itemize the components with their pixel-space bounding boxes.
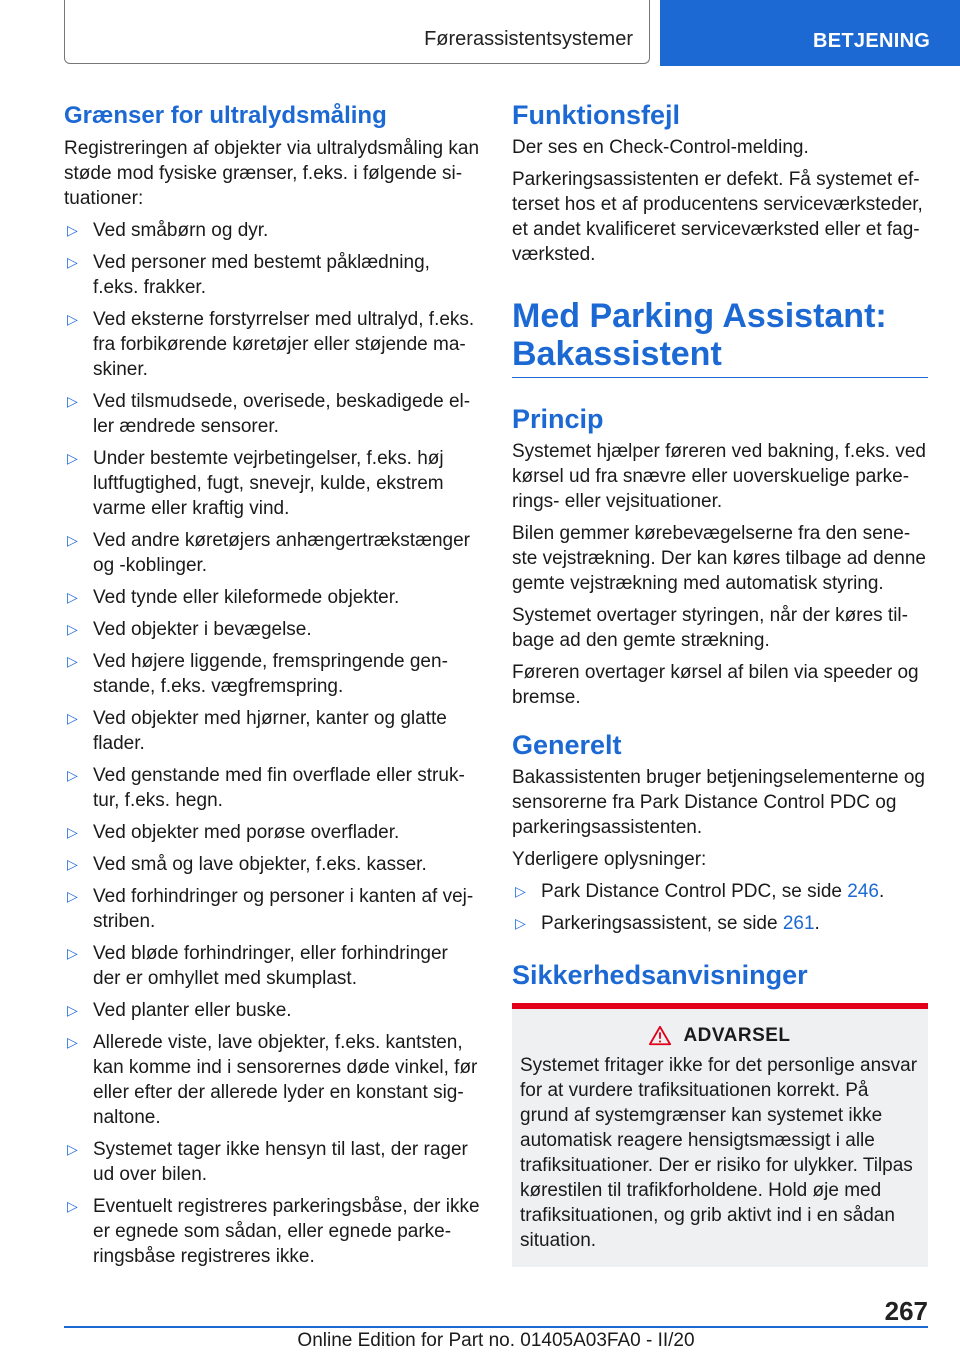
list-item [64,307,480,382]
list-item-text: Ved bløde forhindringer, eller forhindringer der er omhyllet med skumplast. [93,943,448,989]
footer-edition: Online Edition for Part no. 01405A03FA0 - II/20 [297,1330,695,1351]
list-item [64,250,480,300]
triangle-right-icon: ▷ [67,888,78,904]
fault-paragraph-2: Parkeringsassistenten er defekt. Få systemet efterset hos et af producentens serviceværksteder, et andet kvalificeret serviceværksted eller et fagværksted. [512,169,923,265]
list-item [64,585,480,610]
safety-heading: Sikkerhedsanvisninger [512,960,808,990]
limits-heading: Grænser for ultralydsmåling [64,102,387,129]
footer-divider [64,1326,928,1328]
list-item-text: Ved objekter med porøse overflader. [93,822,400,843]
triangle-right-icon: ▷ [67,311,78,327]
list-item-text: Ved personer med bestemt påklædning, f.eks. frakker. [93,252,430,298]
warning-label: ADVARSEL [683,1025,791,1046]
list-item [64,1194,480,1269]
triangle-right-icon: ▷ [67,254,78,270]
limits-intro: Registreringen af objekter via ultralydsmåling kan støde mod fysiske grænser, f.eks. i følgende situationer: [64,138,480,209]
list-item-text: Eventuelt registreres parkeringsbåse, der ikke er egnede som sådan, eller egnede parkeringsbåse registreres ikke. [93,1196,480,1267]
general-paragraph-2: Yderligere oplysninger: [512,849,707,870]
header-title-box [64,0,650,64]
general-heading: Generelt [512,730,622,760]
list-item [64,649,480,699]
page-header [0,0,960,66]
list-item-text: Ved objekter i bevægelse. [93,619,312,640]
list-item [64,389,480,439]
warning-box [512,1003,928,1267]
list-item-text: Under bestemte vejrbetingelser, f.eks. høj luftfugtighed, fugt, snevejr, kulde, ekstrem varme eller kraftig vind. [93,448,444,519]
principle-heading: Princip [512,404,604,434]
list-item-text: Ved tilsmudsede, overisede, beskadigede eller ændrede sensorer. [93,391,471,437]
limits-list [64,218,480,1269]
triangle-right-icon: ▷ [67,824,78,840]
list-item: ▷ Parkeringsassistent, se side 261. [515,913,820,934]
list-item [64,1030,480,1130]
list-item [64,763,480,813]
fault-heading: Funktionsfejl [512,100,680,130]
warning-triangle-icon [649,1025,671,1047]
list-item-text: Ved små og lave objekter, f.eks. kasser. [93,854,427,875]
list-item [64,706,480,756]
header-section-tab [660,0,960,66]
list-item [64,1137,480,1187]
triangle-right-icon: ▷ [67,1002,78,1018]
triangle-right-icon: ▷ [67,532,78,548]
list-item [64,218,480,243]
fault-paragraph-1: Der ses en Check-Control-melding. [512,137,809,158]
triangle-right-icon: ▷ [515,915,526,931]
list-item-text: Ved genstande med fin overflade eller struktur, f.eks. hegn. [93,765,465,811]
general-links-list [512,879,928,936]
list-item-text: Ved småbørn og dyr. [93,220,269,241]
list-item: ▷ Park Distance Control PDC, se side 246. [515,881,885,902]
left-column [64,100,480,1276]
general-paragraph-1: Bakassistenten bruger betjeningselementerne og sensorerne fra Park Distance Control PDC og parkeringsassistenten. [512,767,925,838]
list-item [64,998,480,1023]
list-item [64,941,480,991]
page-link-261[interactable]: 261 [782,913,815,934]
triangle-right-icon: ▷ [67,589,78,605]
triangle-right-icon: ▷ [67,393,78,409]
chapter-heading: Med Parking Assistant: Bakassistent [512,297,928,378]
list-item [64,820,480,845]
triangle-right-icon: ▷ [67,945,78,961]
list-item-text: Ved højere liggende, fremspringende genstande, f.eks. vægfremspring. [93,651,448,697]
list-item [64,617,480,642]
list-item [64,528,480,578]
principle-paragraph-4: Føreren overtager kørsel af bilen via speeder og bremse. [512,662,919,708]
triangle-right-icon: ▷ [515,883,526,899]
header-section-label: BETJENING [813,30,931,52]
principle-paragraph-3: Systemet overtager styringen, når der køres tilbage ad den gemte strækning. [512,605,908,651]
principle-paragraph-2: Bilen gemmer kørebevægelserne fra den seneste vejstrækning. Der kan køres tilbage ad denne gemte vejstrækning med automatisk styring. [512,523,926,594]
triangle-right-icon: ▷ [67,1034,78,1050]
triangle-right-icon: ▷ [67,1141,78,1157]
right-column [512,100,928,1267]
triangle-right-icon: ▷ [67,450,78,466]
triangle-right-icon: ▷ [67,710,78,726]
triangle-right-icon: ▷ [67,767,78,783]
list-item-text: Ved eksterne forstyrrelser med ultralyd, f.eks. fra forbikørende køretøjer eller støjende maskiner. [93,309,475,380]
triangle-right-icon: ▷ [67,653,78,669]
list-item [64,884,480,934]
list-item [64,446,480,521]
triangle-right-icon: ▷ [67,222,78,238]
warning-text: Systemet fritager ikke for det personlige ansvar for at vurdere trafiksituationen korrekt. På grund af systemgrænser kan systemet ikke automatisk reagere hensigtsmæssigt i alle trafiksituationer. Der er risiko for ulykker. Tilpas kørestilen til trafikforholdene. Hold øje med trafiksituationen, og grib aktivt ind i en sådan situation. [520,1055,918,1251]
header-title: Førerassistentsystemer [424,28,633,50]
list-item-text: Ved planter eller buske. [93,1000,292,1021]
page-number: 267 [884,1296,928,1326]
page-link-246[interactable]: 246 [847,881,879,902]
warning-header [520,1025,920,1047]
principle-paragraph-1: Systemet hjælper føreren ved bakning, f.eks. ved kørsel ud fra snævre eller uoverskuelige parkerings- eller vejsituationer. [512,441,926,512]
list-item-text: Allerede viste, lave objekter, f.eks. kantsten, kan komme ind i sensorernes døde vinkel, før eller efter der allerede lyder en konstant signaltone. [93,1032,478,1128]
list-item-text: Ved tynde eller kileformede objekter. [93,587,400,608]
triangle-right-icon: ▷ [67,621,78,637]
list-item-text: Systemet tager ikke hensyn til last, der rager ud over bilen. [93,1139,468,1185]
list-item-text: Ved andre køretøjers anhængertrækstænger og -koblinger. [93,530,471,576]
list-item-text: Ved objekter med hjørner, kanter og glatte flader. [93,708,447,754]
triangle-right-icon: ▷ [67,856,78,872]
list-item [64,852,480,877]
triangle-right-icon: ▷ [67,1198,78,1214]
list-item-text: Ved forhindringer og personer i kanten af vejstriben. [93,886,474,932]
